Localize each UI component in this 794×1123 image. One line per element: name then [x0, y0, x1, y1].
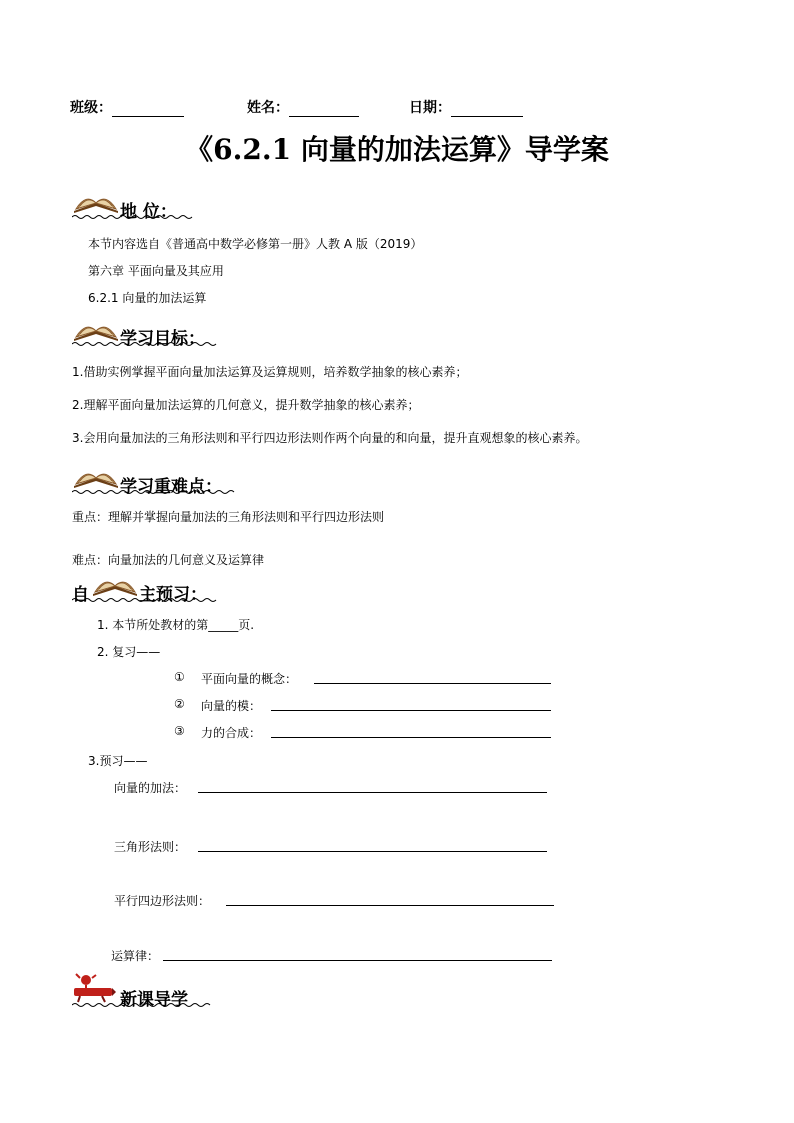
class-field[interactable]	[112, 102, 184, 117]
section-heading-goals: 学习目标：	[120, 329, 205, 349]
review-answer-line-1[interactable]	[314, 683, 551, 684]
review-mark-1: ①	[174, 670, 185, 684]
preview-answer-line-parallelogram[interactable]	[226, 905, 554, 906]
difficult-point-text: 难点：向量加法的几何意义及运算律	[72, 553, 265, 567]
review-answer-line-3[interactable]	[271, 737, 551, 738]
section-heading-preview-left: 自	[72, 585, 89, 605]
date-label: 日期：	[409, 97, 523, 117]
preview-item-3: 3.预习——	[88, 754, 148, 768]
key-point-text: 重点：理解并掌握向量加法的三角形法则和平行四边形法则	[72, 510, 385, 524]
preview-label-addition: 向量的加法：	[114, 781, 187, 795]
preview-answer-line-laws[interactable]	[163, 960, 552, 961]
book-icon	[72, 317, 120, 343]
book-icon	[72, 464, 120, 490]
preview-item-1: 1. 本节所处教材的第_____页.	[97, 618, 255, 632]
review-mark-3: ③	[174, 724, 185, 738]
goal-item-3: 3.会用向量加法的三角形法则和平行四边形法则作两个向量的和向量，提升直观想象的核心素养。	[72, 431, 588, 445]
wavy-underline	[72, 341, 218, 347]
book-icon	[91, 572, 139, 598]
goal-item-1: 1.借助实例掌握平面向量加法运算及运算规则，培养数学抽象的核心素养；	[72, 365, 468, 379]
wavy-underline	[72, 1002, 214, 1008]
page-title: 《6.2.1 向量的加法运算》导学案	[185, 133, 609, 166]
review-label-2: 向量的模：	[201, 699, 262, 713]
pencil-figure-icon	[72, 972, 116, 1004]
review-answer-line-2[interactable]	[271, 710, 551, 711]
position-line-1: 本节内容选自《普通高中数学必修第一册》人教 A 版（2019）	[88, 237, 423, 251]
review-label-1: 平面向量的概念：	[201, 672, 298, 686]
position-line-3: 6.2.1 向量的加法运算	[88, 291, 207, 305]
section-heading-new-lesson: 新课导学	[120, 990, 188, 1010]
section-heading-preview-right: 主预习：	[139, 585, 207, 605]
preview-item-2: 2. 复习——	[97, 645, 161, 659]
name-field[interactable]	[289, 102, 359, 117]
wavy-underline	[72, 597, 220, 603]
review-label-3: 力的合成：	[201, 726, 262, 740]
book-icon	[72, 189, 120, 215]
wavy-underline	[72, 489, 238, 495]
preview-answer-line-addition[interactable]	[198, 792, 547, 793]
name-label: 姓名：	[247, 97, 359, 117]
section-heading-key-points: 学习重难点：	[120, 477, 222, 497]
wavy-underline	[72, 214, 196, 220]
preview-label-triangle: 三角形法则：	[114, 840, 187, 854]
section-heading-position: 地 位：	[120, 202, 177, 222]
goal-item-2: 2.理解平面向量加法运算的几何意义，提升数学抽象的核心素养；	[72, 398, 420, 412]
position-line-2: 第六章 平面向量及其应用	[88, 264, 224, 278]
review-mark-2: ②	[174, 697, 185, 711]
date-field[interactable]	[451, 102, 523, 117]
preview-label-laws: 运算律：	[111, 949, 160, 963]
preview-answer-line-triangle[interactable]	[198, 851, 547, 852]
preview-label-parallelogram: 平行四边形法则：	[114, 894, 211, 908]
class-label: 班级：	[70, 97, 184, 117]
